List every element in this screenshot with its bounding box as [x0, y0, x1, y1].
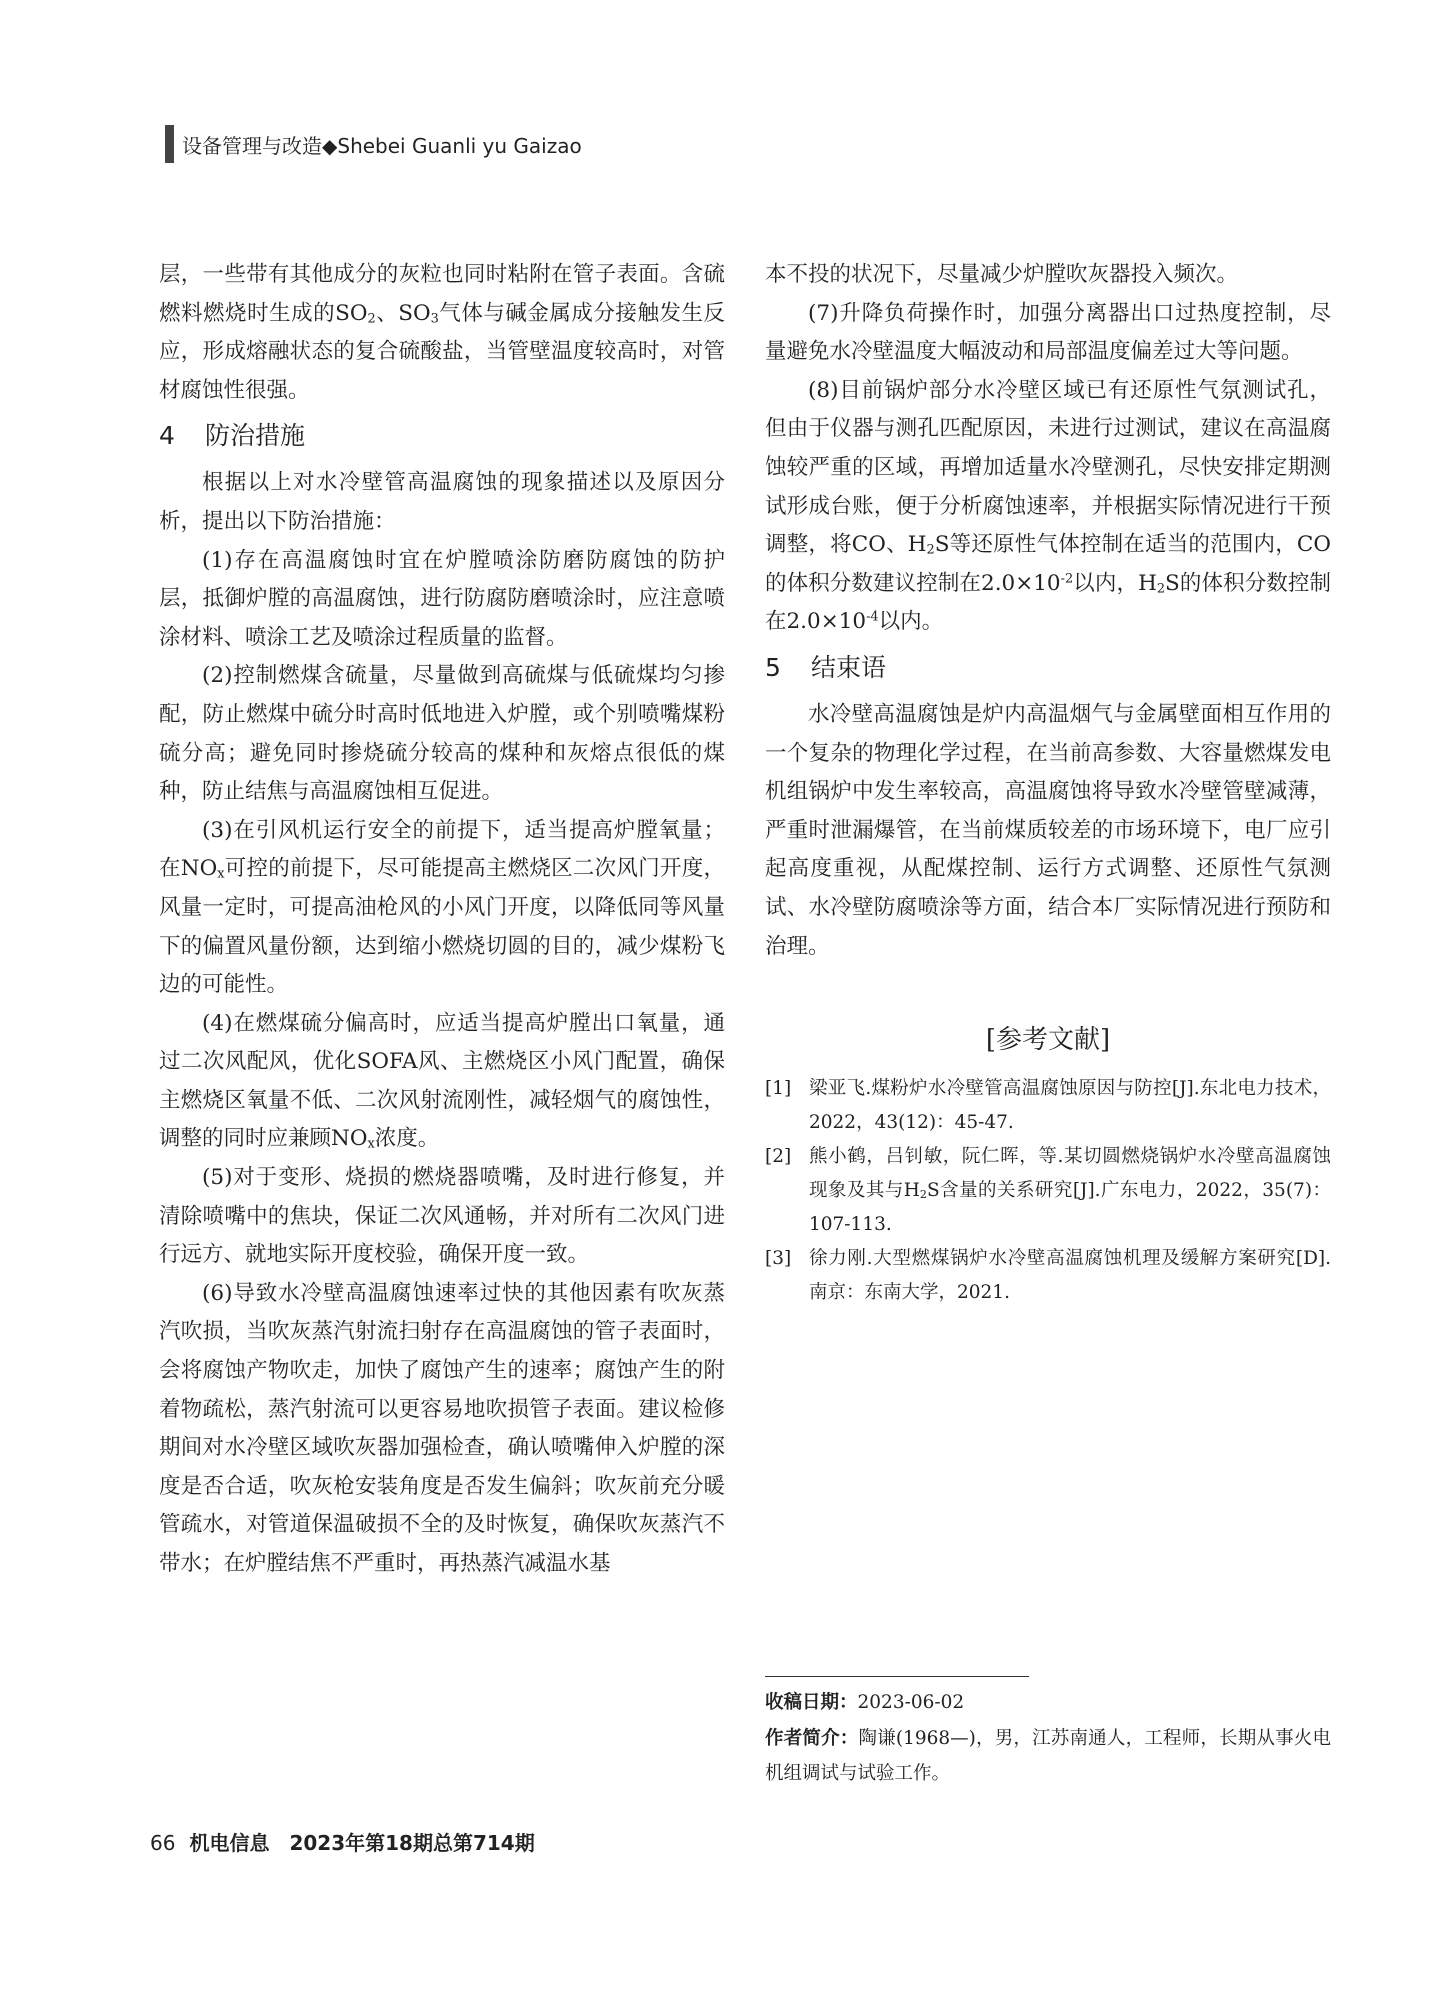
author-value: 陶谦(1968—)，男，江苏南通人，工程师，长期从事火电机组调试与试验工作。: [765, 1728, 1331, 1784]
reference-number: [3]: [765, 1248, 792, 1270]
section-4-title: 防治措施: [205, 421, 306, 451]
section-4-number: 4: [159, 421, 175, 451]
continued-paragraph: 本不投的状况下，尽量减少炉膛吹灰器投入频次。: [765, 262, 1239, 287]
footnote-rule: [765, 1676, 1029, 1677]
references-title: [参考文献]: [985, 1025, 1111, 1056]
section-5-number: 5: [765, 652, 781, 682]
reference-item: [765, 1140, 1331, 1242]
measure-4: (4)在燃煤硫分偏高时，应适当提高炉膛出口氧量，通过二次风配风，优化SOFA风、主燃烧区小风门配置，确保主燃烧区氧量不低、二次风射流刚性，减轻烟气的腐蚀性，调整的同时应兼顾$NO_x$浓度。: [159, 1010, 725, 1153]
received-value: 2023-06-02: [857, 1692, 965, 1713]
running-header: [165, 124, 582, 164]
reference-number: [1]: [765, 1078, 792, 1100]
measure-3: (3)在引风机运行安全的前提下，适当提高炉膛氧量；在$NO_x$可控的前提下，尽可能提高主燃烧区二次风门开度，风量一定时，可提高油枪风的小风门开度，以降低同等风量下的偏置风量份额，达到缩小燃烧切圆的目的，减少煤粉飞边的可能性。: [159, 817, 725, 998]
reference-number: [2]: [765, 1146, 792, 1168]
measure-5: (5)对于变形、烧损的燃烧器喷嘴，及时进行修复，并清除喷嘴中的焦块，保证二次风通畅，并对所有二次风门进行远方、就地实际开度校验，确保开度一致。: [159, 1165, 725, 1268]
measure-2: (2)控制燃煤含硫量，尽量做到高硫煤与低硫煤均匀掺配，防止燃煤中硫分时高时低地进入炉膛，或个别喷嘴煤粉硫分高；避免同时掺烧硫分较高的煤种和灰熔点很低的煤种，防止结焦与高温腐蚀相互促进。: [159, 663, 725, 805]
left-column: [159, 256, 725, 1584]
section-4-intro: 根据以上对水冷壁管高温腐蚀的现象描述以及原因分析，提出以下防治措施：: [159, 470, 725, 534]
measure-8: (8)目前锅炉部分水冷壁区域已有还原性气氛测试孔，但由于仪器与测孔匹配原因，未进行过测试，建议在高温腐蚀较严重的区域，再增加适量水冷壁测孔，尽快安排定期测试形成台账，便于分析腐蚀速率，并根据实际情况进行干预调整，将CO、$H_2S$等还原性气体控制在适当的范围内，CO的体积分数建议控制在$2.0\times 10^{-2}$以内，$H_2S$的体积分数控制在$2.0\times 10^{-4}$以内。: [765, 377, 1332, 635]
received-label: 收稿日期：: [765, 1692, 858, 1713]
section-5-title: 结束语: [811, 652, 887, 682]
author-bio: [765, 1721, 1331, 1791]
conclusion-paragraph: 水冷壁高温腐蚀是炉内高温烟气与金属壁面相互作用的一个复杂的物理化学过程，在当前高参数、大容量燃煤发电机组锅炉中发生率较高，高温腐蚀将导致水冷壁管壁减薄，严重时泄漏爆管，在当前煤质较差的市场环境下，电厂应引起高度重视，从配煤控制、运行方式调整、还原性气氛测试、水冷壁防腐喷涂等方面，结合本厂实际情况进行预防和治理。: [765, 701, 1331, 959]
reference-item: [765, 1072, 1331, 1140]
section-4-heading: [159, 416, 725, 456]
intro-paragraph: 层，一些带有其他成分的灰粒也同时粘附在管子表面。含硫燃料燃烧时生成的$SO_2$、$SO_3$气体与碱金属成分接触发生反应，形成熔融状态的复合硫酸盐，当管壁温度较高时，对管材腐蚀性很强。: [159, 262, 725, 403]
reference-text: 梁亚飞.煤粉炉水冷壁管高温腐蚀原因与防控[J].东北电力技术，2022，43(12)：45-47.: [809, 1078, 1331, 1134]
journal-issue: 机电信息 2023年第18期总第714期: [189, 1831, 535, 1855]
page-number: 66: [150, 1831, 176, 1855]
author-label: 作者简介：: [765, 1728, 859, 1749]
reference-text: 熊小鹤，吕钊敏，阮仁晖，等.某切圆燃烧锅炉水冷壁高温腐蚀现象及其与$H_2S$含量的关系研究[J].广东电力，2022，35(7)：107-113.: [809, 1146, 1331, 1236]
measure-1: (1)存在高温腐蚀时宜在炉膛喷涂防磨防腐蚀的防护层，抵御炉膛的高温腐蚀，进行防腐防磨喷涂时，应注意喷涂材料、喷涂工艺及喷涂过程质量的监督。: [159, 547, 725, 650]
reference-item: [765, 1242, 1331, 1310]
running-title: 设备管理与改造◆Shebei Guanli yu Gaizao: [182, 133, 582, 158]
page-footer: [150, 1827, 535, 1856]
section-5-heading: [765, 648, 1331, 688]
reference-list: [765, 1072, 1331, 1310]
received-date: [765, 1685, 1331, 1720]
header-bar: [165, 125, 174, 163]
measure-7: (7)升降负荷操作时，加强分离器出口过热度控制，尽量避免水冷壁温度大幅波动和局部温度偏差过大等问题。: [765, 300, 1331, 365]
measure-6: (6)导致水冷壁高温腐蚀速率过快的其他因素有吹灰蒸汽吹损，当吹灰蒸汽射流扫射存在高温腐蚀的管子表面时，会将腐蚀产物吹走，加快了腐蚀产生的速率；腐蚀产生的附着物疏松，蒸汽射流可以更容易地吹损管子表面。建议检修期间对水冷壁区域吹灰器加强检查，确认喷嘴伸入炉膛的深度是否合适，吹灰枪安装角度是否发生偏斜；吹灰前充分暖管疏水，对管道保温破损不全的及时恢复，确保吹灰蒸汽不带水；在炉膛结焦不严重时，再热蒸汽减温水基: [159, 1280, 725, 1576]
reference-text: 徐力刚.大型燃煤锅炉水冷壁高温腐蚀机理及缓解方案研究[D].南京：东南大学，2021.: [809, 1248, 1331, 1304]
right-column: [765, 256, 1331, 1310]
